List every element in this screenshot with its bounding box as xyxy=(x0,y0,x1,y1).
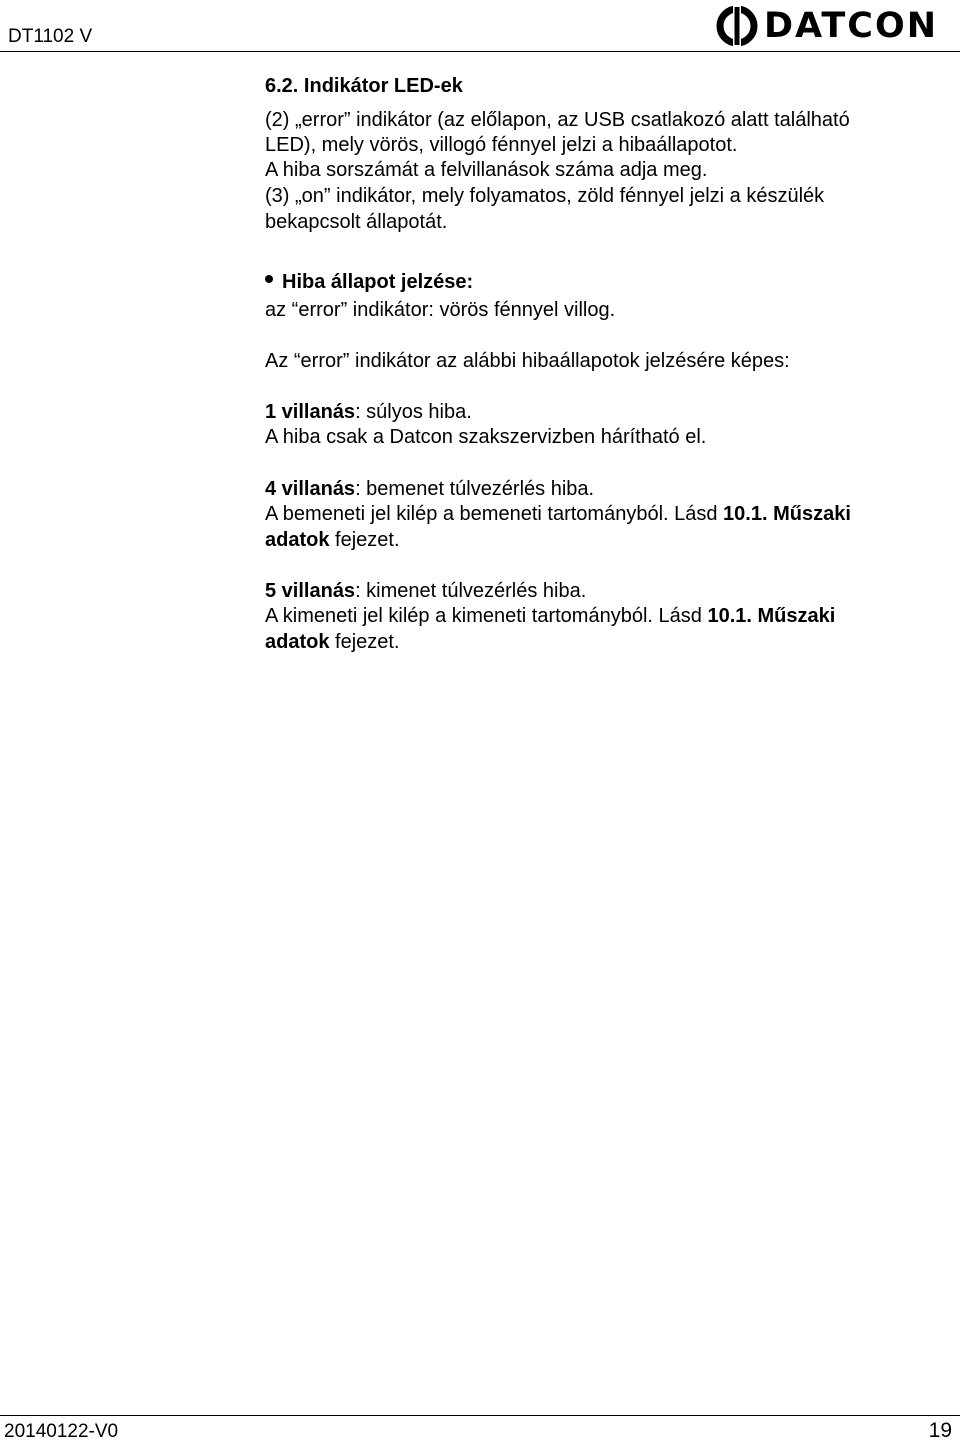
error-count-label: 1 villanás xyxy=(265,401,356,423)
intro-text: Az “error” indikátor az alábbi hibaállapotok jelzésére képes: xyxy=(265,350,790,372)
bullet-heading: Hiba állapot jelzése: xyxy=(282,271,474,293)
error-detail-suffix: fejezet. xyxy=(329,631,400,653)
paragraph-line: A hiba sorszámát a felvillanások száma adja meg. xyxy=(265,159,708,181)
paragraph-line: bekapcsolt állapotát. xyxy=(265,211,448,233)
error-detail-text: A bemeneti jel kilép a bemeneti tartományból. Lásd xyxy=(265,503,724,525)
error-detail-suffix: fejezet. xyxy=(329,529,400,551)
section-reference-title: adatok xyxy=(265,529,330,551)
page-number: 19 xyxy=(928,1419,952,1442)
error-item-heading xyxy=(265,477,594,502)
error-description: : kimenet túlvezérlés hiba. xyxy=(355,580,587,602)
error-detail-text: A kimeneti jel kilép a kimeneti tartományból. Lásd xyxy=(265,605,708,627)
bullet-item xyxy=(265,270,473,295)
section-reference-title: Műszaki xyxy=(773,503,851,525)
section-reference-title: Műszaki xyxy=(757,605,836,627)
error-detail xyxy=(265,528,400,553)
error-detail: A hiba csak a Datcon szakszervizben hárítható el. xyxy=(265,426,707,448)
header-divider xyxy=(0,51,960,52)
bullet-text: az “error” indikátor: vörös fénnyel villog. xyxy=(265,299,616,321)
section-title: 6.2. Indikátor LED-ek xyxy=(265,75,463,97)
datcon-logo xyxy=(716,4,952,48)
error-item-heading xyxy=(265,579,586,604)
bullet-icon xyxy=(265,275,273,283)
paragraph-line: LED), mely vörös, villogó fénnyel jelzi a hibaállapotot. xyxy=(265,134,738,156)
error-count-label: 4 villanás xyxy=(265,478,356,500)
footer-divider xyxy=(0,1415,960,1416)
section-reference-number: 10.1. xyxy=(707,605,752,627)
section-reference-number: 10.1. xyxy=(723,503,768,525)
error-detail xyxy=(265,604,835,629)
error-description: : bemenet túlvezérlés hiba. xyxy=(355,478,595,500)
error-item-heading xyxy=(265,400,472,425)
logo-wordmark: DATCON xyxy=(764,6,939,46)
error-description: : súlyos hiba. xyxy=(355,401,472,423)
paragraph-line: (2) „error” indikátor (az előlapon, az USB csatlakozó alatt található xyxy=(265,109,850,131)
error-detail xyxy=(265,502,851,527)
section-reference-title: adatok xyxy=(265,631,330,653)
document-id: DT1102 V xyxy=(8,26,93,47)
error-count-label: 5 villanás xyxy=(265,580,356,602)
datcon-logo-icon xyxy=(716,4,758,48)
document-version: 20140122-V0 xyxy=(4,1421,119,1442)
paragraph-line: (3) „on” indikátor, mely folyamatos, zöld fénnyel jelzi a készülék xyxy=(265,185,825,207)
error-detail xyxy=(265,630,400,655)
